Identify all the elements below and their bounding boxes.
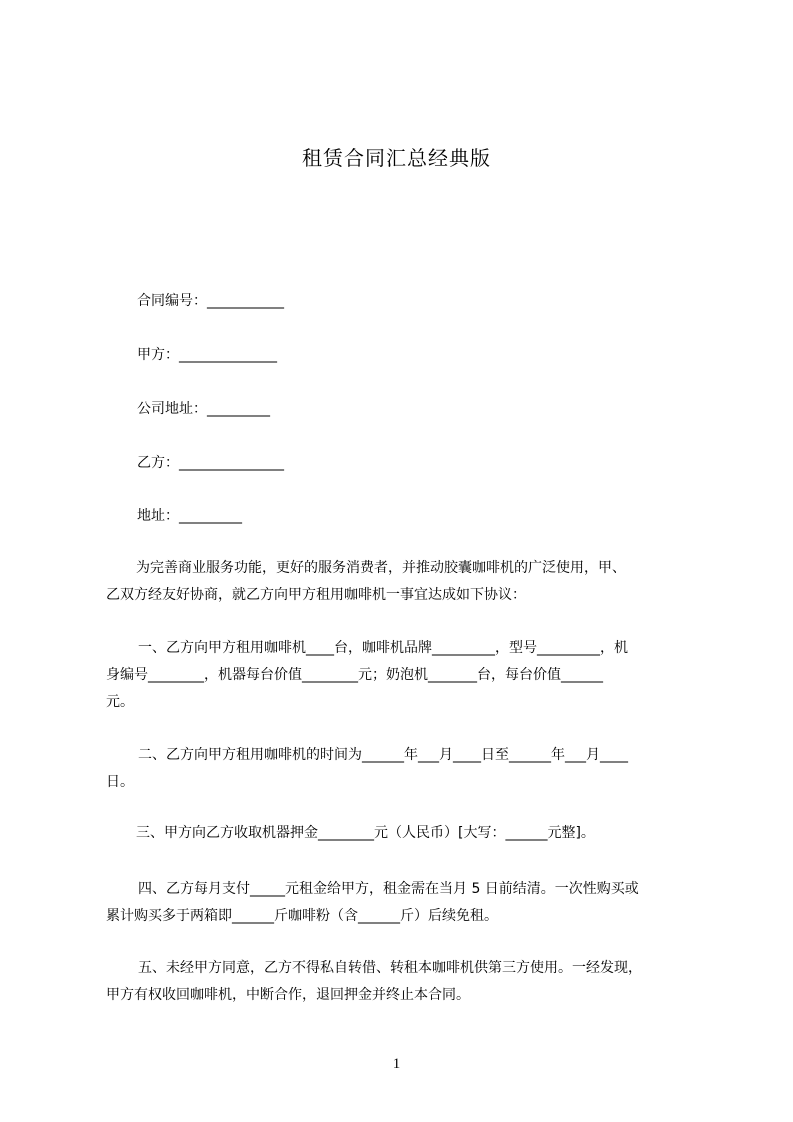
document-title: 租赁合同汇总经典版	[302, 146, 491, 170]
party-b-field: 乙方：_______________	[137, 455, 284, 471]
contract-number-field: 合同编号：___________	[137, 293, 284, 309]
intro-line-1: 为完善商业服务功能，更好的服务消费者，并推动胶囊咖啡机的广泛使用，甲、	[136, 560, 626, 576]
clause-4-line-2: 累计购买多于两箱即______斤咖啡粉（含______斤）后续免租。	[106, 908, 498, 924]
clause-4-line-1: 四、乙方每月支付_____元租金给甲方，租金需在当月 5 日前结清。一次性购买或	[138, 881, 639, 897]
clause-1-line-1: 一、乙方向甲方租用咖啡机____台，咖啡机品牌_________，型号_________，机	[138, 640, 628, 656]
address-field: 地址：_________	[137, 508, 242, 524]
clause-3	[106, 820, 702, 847]
clause-2-line-1: 二、乙方向甲方租用咖啡机的时间为______年___月____日至______年___月____	[138, 747, 628, 763]
clause-1-line-3: 元。	[106, 694, 134, 710]
clause-4	[106, 876, 702, 930]
page-number: 1	[392, 1056, 401, 1072]
clause-2-line-2: 日。	[106, 774, 134, 790]
company-address-field: 公司地址：_________	[137, 401, 270, 417]
clause-3-line-1: 三、甲方向乙方收取机器押金________元（人民币）[大写：______元整]。	[136, 825, 595, 841]
clause-5-line-1: 五、未经甲方同意，乙方不得私自转借、转租本咖啡机供第三方使用。一经发现，	[138, 960, 642, 976]
party-a-field: 甲方：______________	[137, 347, 277, 363]
clause-5-line-2: 甲方有权收回咖啡机，中断合作，退回押金并终止本合同。	[106, 987, 470, 1003]
intro-paragraph	[106, 555, 702, 609]
clause-1-line-2: 身编号________，机器每台价值________元；奶泡机_______台，每台价值______	[106, 667, 603, 683]
clause-1	[106, 635, 702, 716]
intro-line-2: 乙双方经友好协商，就乙方向甲方租用咖啡机一事宜达成如下协议：	[106, 587, 526, 603]
clause-5	[106, 955, 702, 1009]
clause-2	[106, 742, 702, 796]
